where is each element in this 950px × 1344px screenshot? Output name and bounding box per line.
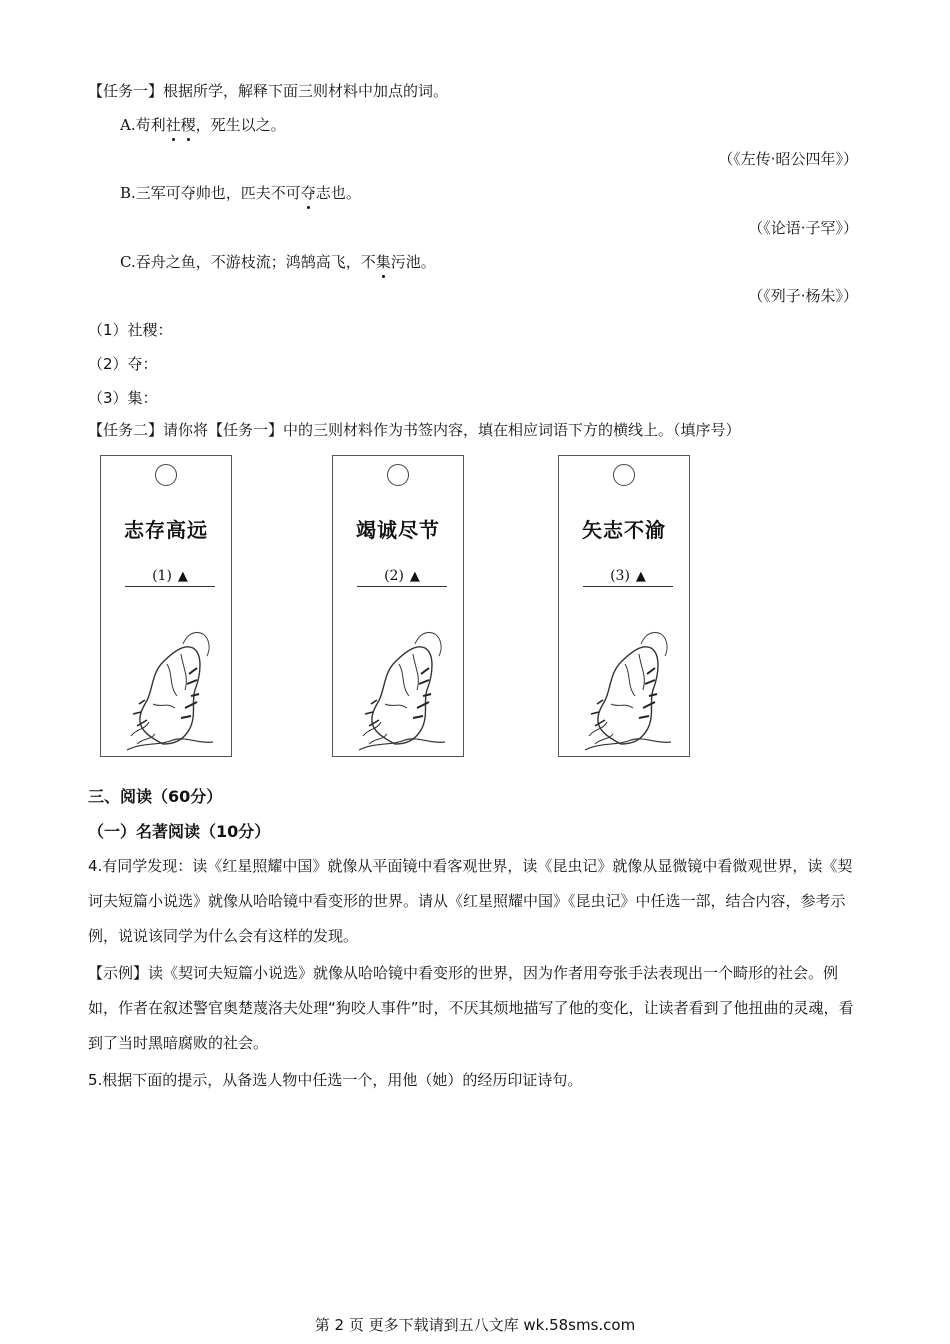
section-3-subtitle: （一）名著阅读（10分） xyxy=(88,822,271,841)
example-paragraph: 【示例】读《契诃夫短篇小说选》就像从哈哈镜中看变形的世界，因为作者用夸张手法表现出一个畸形的社会。例如，作者在叙述警官奥楚蔑洛夫处理“狗咬人事件”时，不厌其烦地描写了他的变化，让读者看到了他扭曲的灵魂，看到了当时黑暗腐败的社会。 xyxy=(88,964,854,1052)
material-a-pre: A.苟利 xyxy=(120,116,166,134)
material-b xyxy=(120,182,361,204)
bookmark-title: 矢志不渝 xyxy=(582,518,666,542)
dotted-char-ji: 稷 xyxy=(180,116,196,134)
material-c-pre: C.吞舟之鱼，不游枝流；鸿鹄高飞，不 xyxy=(120,253,376,271)
task2-heading: 【任务二】请你将【任务一】中的三则材料作为书签内容，填在相应词语下方的横线上。（填序号） xyxy=(88,421,741,439)
triangle-icon: ▲ xyxy=(635,569,646,584)
bookmark-label: (3) xyxy=(610,568,630,584)
question-4: 4.有同学发现：读《红星照耀中国》就像从平面镜中看客观世界，读《昆虫记》就像从显微镜中看微观世界，读《契诃夫短篇小说选》就像从哈哈镜中看变形的世界。请从《红星照耀中国》《昆虫记》中任选一部，结合内容，参考示例，说说该同学为什么会有这样的发现。 xyxy=(88,857,853,945)
dotted-char-she: 社 xyxy=(165,116,181,134)
task1-heading: 【任务一】根据所学，解释下面三则材料中加点的词。 xyxy=(88,82,449,100)
triangle-icon: ▲ xyxy=(177,569,188,584)
bookmark-hole xyxy=(387,464,409,486)
section-3-title: 三、阅读（60分） xyxy=(88,787,223,806)
bookmark-hole xyxy=(155,464,177,486)
landscape-illustration xyxy=(581,604,673,754)
triangle-icon: ▲ xyxy=(409,569,420,584)
bookmark-label: (1) xyxy=(152,568,172,584)
bookmark-2 xyxy=(332,455,464,757)
material-c-source: （《列子·杨朱》） xyxy=(748,287,858,305)
bookmark-hole xyxy=(613,464,635,486)
question-5: 5.根据下面的提示，从备选人物中任选一个，用他（她）的经历印证诗句。 xyxy=(88,1071,583,1089)
bookmark-blank xyxy=(583,568,673,587)
material-c-post: 污池。 xyxy=(390,253,436,271)
bookmark-label: (2) xyxy=(384,568,404,584)
question-1: （1）社稷： xyxy=(88,321,173,339)
material-b-pre: B.三军可夺帅也，匹夫不可 xyxy=(120,184,301,202)
dotted-char-duo: 夺 xyxy=(300,184,316,202)
landscape-illustration xyxy=(355,604,447,754)
material-c xyxy=(120,251,436,273)
material-b-source: （《论语·子罕》） xyxy=(748,219,858,237)
material-a-source: （《左传·昭公四年》） xyxy=(718,150,858,168)
bookmark-blank xyxy=(357,568,447,587)
bookmark-title: 志存高远 xyxy=(124,518,208,542)
question-2: （2）夺： xyxy=(88,355,158,373)
dotted-char-ji2: 集 xyxy=(375,253,391,271)
material-a xyxy=(120,114,286,136)
bookmark-3 xyxy=(558,455,690,757)
landscape-illustration xyxy=(123,604,215,754)
bookmark-title: 竭诚尽节 xyxy=(356,518,440,542)
material-b-post: 志也。 xyxy=(315,184,361,202)
page-footer: 第 2 页 更多下载请到五八文库 wk.58sms.com xyxy=(314,1316,636,1334)
question-3: （3）集： xyxy=(88,389,158,407)
bookmark-blank xyxy=(125,568,215,587)
material-a-post: ，死生以之。 xyxy=(195,116,286,134)
bookmark-1 xyxy=(100,455,232,757)
